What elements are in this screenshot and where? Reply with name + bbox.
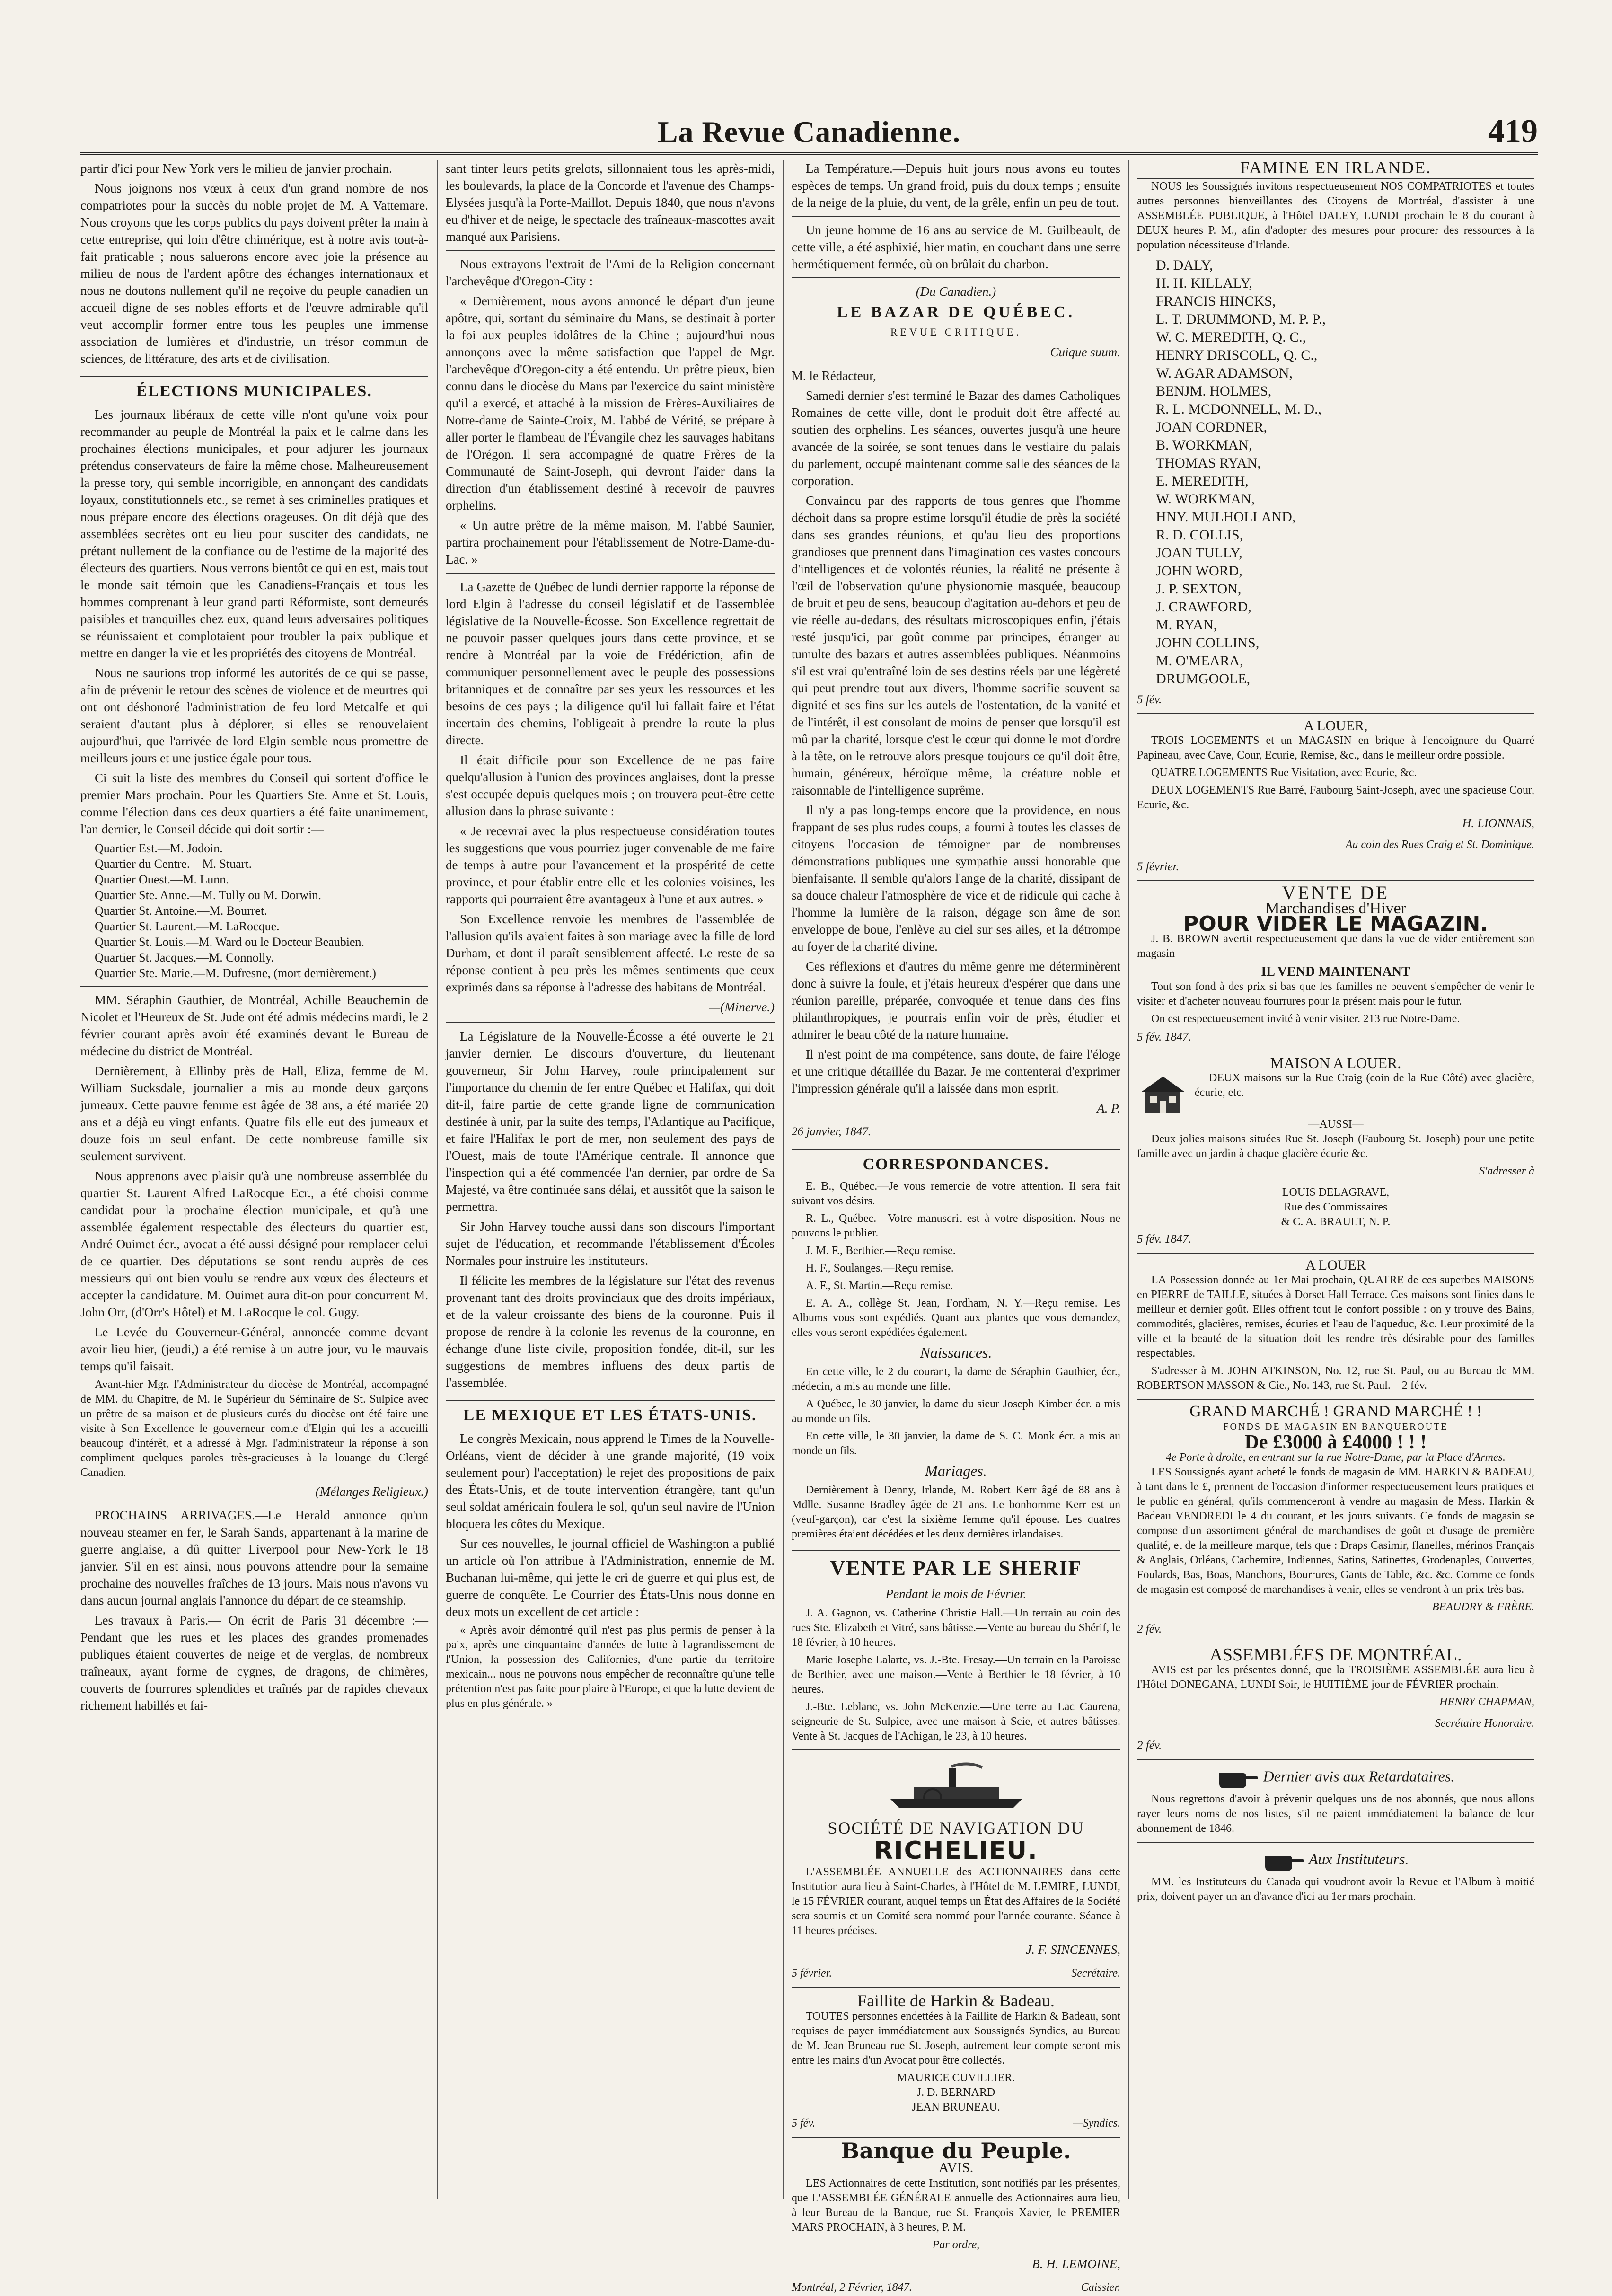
notice-body: NOUS les Soussignés invitons respectueusement NOS COMPATRIOTES et toutes autres personnes bienveillantes des Citoyens de Montréal, d'assister à une ASSEMBLÉE PUBLIQUE, à l'Hôtel DALEY, LUNDI prochain le 8 du courant à DEUX heures P. M., afin d'adopter des mesures pour procurer des ressources à la population nécessiteuse d'Irlande.	[1137, 180, 1534, 251]
list-item: DRUMGOOLE,	[1156, 671, 1251, 687]
list-item: L. T. DRUMMOND, M. P. P.,	[1156, 311, 1326, 327]
column-4	[1137, 160, 1534, 1907]
list-item: W. AGAR ADAMSON,	[1156, 365, 1293, 381]
pointing-hand-icon	[1217, 1764, 1260, 1792]
notice-signature: HENRY CHAPMAN,	[1439, 1696, 1534, 1708]
list-item: M. RYAN,	[1156, 617, 1217, 633]
notice-subheading: AVIS.	[938, 2160, 974, 2175]
list-item: E. MEREDITH,	[1156, 473, 1249, 489]
notice-body: DEUX LOGEMENTS Rue Barré, Faubourg Saint-Joseph, avec une spacieuse Cour, Ecurie, &c.	[1137, 784, 1534, 811]
section-heading: Naissances.	[920, 1344, 992, 1361]
instituteurs-notice	[1137, 1842, 1534, 1904]
notice-body: TOUTES personnes endettées à la Faillite de Harkin & Badeau, sont requises de payer immédiatement aux Soussignés Syndics, au Bureau de M. Jean Bruneau rue St. Joseph, autrement leur compte seront mis entre les mains d'un Avocat pour être collectés.	[792, 2010, 1120, 2066]
article-source: —(Minerve.)	[709, 1000, 775, 1014]
article-paragraph: PROCHAINS ARRIVAGES.—Le Herald annonce qu'un nouveau steamer en fer, le Sarah Sands, appartenant à la marine de guerre anglaise, a dû quitter Liverpool pour New-York le 18 janvier. S'il en est ainsi, nous pouvons attendre pour la semaine prochaine des nouvelles fraîches de 13 jours. Mais nous n'avons vu dans aucun journal anglais l'annonce du départ de ce steamship.	[80, 1508, 428, 1607]
list-item: D. DALY,	[1156, 257, 1213, 273]
article-paragraph: M. le Rédacteur,	[792, 369, 876, 383]
list-item: W. C. MEREDITH, Q. C.,	[1156, 329, 1306, 345]
louer-notice-1	[1137, 713, 1534, 874]
article-date: 26 janvier, 1847.	[792, 1125, 872, 1138]
article-paragraph: Il félicite les membres de la législature sur l'état des revenus provenant tant des droits provinciaux que des droits impériaux, et de la valeur croissante des biens de la couronne. Puis il propose de rendre à la colonie les revenus de la couronne, en échange d'une liste civile, proposition fondée, dit-il, sur les suggestions de membres influens des deux partis de l'assemblée.	[446, 1273, 775, 1390]
list-item: BENJM. HOLMES,	[1156, 383, 1272, 399]
notice-title: POUR VIDER LE MAGAZIN.	[1183, 912, 1488, 936]
notice-heading: ASSEMBLÉES DE MONTRÉAL.	[1209, 1645, 1462, 1665]
notice-date: 5 février.	[1137, 860, 1179, 873]
column-rule	[783, 160, 784, 2199]
notice-item: Marie Josephe Lalarte, vs. J.-Bte. Fresay.—Un terrain en la Paroisse de Berthier, avec une maison.—Vente à Berthier le 18 février, à 10 heures.	[792, 1654, 1120, 1696]
article-paragraph: Il n'est point de ma compétence, sans doute, de faire l'éloge et une critique détaillée du Bazar. Je me contenterai d'exprimer l'impression générale qu'il a laissée dans mon esprit.	[792, 1047, 1120, 1095]
article-paragraph: Convaincu par des rapports de tous genres que l'homme déchoit dans sa propre estime lorsqu'il étudie de près la société dans ses grandes réunions, et qu'au lieu des proportions grandioses que prennent dans l'imagination ces vastes concours d'intelligences et de volontés réunies, la réalité ne présente à l'œil de l'observation qu'une physionomie masquée, beaucoup de bruit et peu de sens, beaucoup d'agitation au-dehors et peu de vie réelle au-dedans, des résultats microscopiques enfin, j'étais resté jusqu'ici, par goût comme par principes, étranger au tumulte des bazars et autres assemblées publiques. Néanmoins s'il est vrai qu'entraîné loin de ses destins réels par une légèreté qui peut prendre tout aux divers, l'homme sacrifie souvent sa dignité et ses fins sur les autels de l'ostentation, de la vanité et de l'intérêt, il est consolant de moins de penser que lorsqu'il est mû par la charité, lorsque c'est le cœur qui donne le mot d'ordre à la tête, on le retrouve alors presque toujours ce qu'il doit être, humain, généreux, héroïque même, la créature noble et raisonnable de l'intelligence suprême.	[792, 494, 1120, 797]
pointing-hand-icon	[1263, 1846, 1305, 1875]
section-subheading: Pendant le mois de Février.	[885, 1587, 1027, 1601]
notice-subheading: Marchandises d'Hiver	[1265, 900, 1406, 917]
article-paragraph: La Température.—Depuis huit jours nous avons eu toutes espèces de temps. Un grand froid, puis du doux temps ; ensuite de la neige de la pluie, du vent, de la grêle, enfin un peu de tout.	[792, 161, 1120, 210]
list-item: Quartier Ouest.—M. Lunn.	[95, 873, 229, 886]
notice-date: 2 fév.	[1137, 1739, 1162, 1752]
list-item: Quartier Est.—M. Jodoin.	[95, 841, 223, 855]
notice-body: Nous regrettons d'avoir à prévenir quelques uns de nos abonnés, que nous allons rayer leurs noms de nos listes, s'il ne paient immédiatement la balance de leur abonnement de 1846.	[1137, 1793, 1534, 1835]
notice-body: Deux jolies maisons situées Rue St. Joseph (Faubourg St. Joseph) pour une petite famille avec un jardin à chaque glacière écurie &c.	[1137, 1133, 1534, 1160]
masthead	[80, 110, 1538, 155]
notice-body: Tout son fond à des prix si bas que les familles ne peuvent s'empêcher de venir le visiter et d'acheter nouveau fourrures pour la présent mais pour le futur.	[1137, 980, 1534, 1007]
article-paragraph: Le Levée du Gouverneur-Général, annoncée comme devant avoir lieu hier, (jeudi,) a été remise à un autre jour, vu le mauvais temps qu'il faisait.	[80, 1325, 428, 1373]
article-paragraph: La Législature de la Nouvelle-Écosse a été ouverte le 21 janvier dernier. Le discours d'ouverture, du lieutenant gouverneur, Sir John Harvey, roule principalement sur l'importance du chemin de fer entre Québec et Halifax, qui doit dit-il, faire partie de cette grande ligne de communication destinée à unir, par la suite des temps, l'Atlantique au Pacifique, et faire l'Halifax le port de mer, non seulement des pays de l'Ouest, mais de toute l'Amérique centrale. Il annonce que l'inspection qui a été commencée l'an dernier, par ordre de Sa Majesté, va être continuée sans délai, et aussitôt que la saison le permettra.	[446, 1029, 775, 1214]
section-heading: LE MEXIQUE ET LES ÉTATS-UNIS.	[446, 1400, 775, 1425]
article-paragraph: Les journaux libéraux de cette ville n'ont qu'une voix pour recommander au peuple de Montréal la paix et le calme dans les prochaines élections municipales, et pour adjurer les journaux prétendus conservateurs de faire la même chose. Malheureusement la presse tory, qui semble incorrigible, en annonçant des candidats loyaux, constitutionnels etc., se remet à ses criminelles pratiques et nous prépare encore des élections orageuses. On dit déjà que des assemblées secrètes ont eu lieu pour susciter des candidats, ne prétant nullement de la confiance ou de l'estime de la majorité des électeurs des quartiers. Nous verrons bientôt ce qui en est, mais tout le monde sait témoin que les Canadiens-Français et tous les hommes comprenant à leur grand parti Réformiste, sont demeurés paisibles et tranquilles chez eux, quand leurs adversaires politiques se réunissaient et complotaient pour troubler la paix publique et mettre en danger la vie et les propriétés des citoyens de Montréal.	[80, 407, 428, 660]
list-item: HENRY DRISCOLL, Q. C.,	[1156, 347, 1318, 363]
column-3	[792, 160, 1120, 2296]
article-paragraph: Ces réflexions et d'autres du même genre me déterminèrent donc à suivre la foule, et j'étais heureux d'espérer que dans une réunion pareille, préparée, convoquée et tenue dans des fins philanthropiques, je pourrais enfin voir de près, étudier et admirer le beau côté de la nature humaine.	[792, 959, 1120, 1042]
article-paragraph: Nous extrayons l'extrait de l'Ami de la Religion concernant l'archevêque d'Oregon-City :	[446, 257, 775, 288]
article-paragraph: Nous ne saurions trop informé les autorités de ce qui se passe, afin de prévenir le retour des scènes de violence et de meurtres qui ont ont déshonoré l'administration de feu lord Metcalfe et qui seraient d'autant plus à déplorer, si elles se renouvelaient aujourd'hui, que l'arrivée de lord Elgin semble nous promettre de meilleurs jours et une justice égale pour tous.	[80, 666, 428, 765]
list-item: THOMAS RYAN,	[1156, 455, 1261, 471]
article-paragraph: partir d'ici pour New York vers le milieu de janvier prochain.	[80, 161, 392, 176]
list-item: HNY. MULHOLLAND,	[1156, 509, 1296, 525]
article-paragraph: Il n'y a pas long-temps encore que la providence, en nous frappant de ses plus rudes coups, a fourni à toutes les classes de citoyens l'occasion de témoigner par de nombreuses démonstrations publiques une sympathie aussi honorable que bienfaisante. Il semble qu'alors l'ange de la charité, dissipant de sa douce chaleur l'atmosphère de vice et de ridicule qui cache à l'homme la lumière de la raison, dégage son âme de son enveloppe de boue, l'enlève au ciel sur ses ailes, et la détrompe au foyer de la charité divine.	[792, 803, 1120, 954]
notice-byline: S'adresser à	[1479, 1165, 1534, 1177]
notice-signature: MAURICE CUVILLIER.	[897, 2072, 1015, 2084]
article-paragraph: La Gazette de Québec de lundi dernier rapporte la réponse de lord Elgin à l'adresse du conseil législatif et de l'assemblée législative de la Nouvelle-Écosse. Son Excellence regrettait de ne pouvoir passer quelques jours dans cette province, et se rendre à Montréal par la voie de Frédériction, afin de communiquer personnellement avec le peuple des possessions britanniques et de connaître par ses yeux les ressources et les besoins de ces pays ; la diligence qu'il lui fallait faire et l'état incertain des chemins, l'obligeait à prendre la route la plus directe.	[446, 580, 775, 747]
notice-heading: Dernier avis aux Retardataires.	[1263, 1767, 1455, 1785]
notice-body: S'adresser à M. JOHN ATKINSON, No. 12, rue St. Paul, ou au Bureau de MM. ROBERTSON MASSON & Cie., No. 143, rue St. Paul.—2 fév.	[1137, 1365, 1534, 1392]
vente-notice	[1137, 880, 1534, 1045]
column-1	[80, 160, 428, 1717]
column-rule	[1128, 160, 1129, 2199]
signatory-list	[1156, 256, 1534, 688]
list-item: Quartier St. Jacques.—M. Connolly.	[95, 951, 274, 964]
section-subheading: REVUE CRITIQUE.	[890, 326, 1022, 338]
grand-marche-notice	[1137, 1399, 1534, 1637]
article-paragraph: sant tinter leurs petits grelots, sillonnaient tous les après-midi, les boulevards, la place de la Concorde et l'avenue des Champs-Elysées jusqu'à la Porte-Maillot. Depuis 1840, que nous n'avons eu d'hiver et de neige, le spectacle des traîneaux-mascottes avait manqué aux Parisiens.	[446, 161, 775, 244]
article-paragraph: Le congrès Mexicain, nous apprend le Times de la Nouvelle-Orléans, vient de décider à une grande majorité, (19 voix seulement pour) l'acceptation) le rejet des propositions de paix des États-Unis, et de toute intervention étrangère, tant qu'un seul soldat américain foulera le sol, qu'un seul navire de l'Union bloquera les côtes du Mexique.	[446, 1431, 775, 1531]
list-item: J. P. SEXTON,	[1156, 581, 1242, 597]
article-paragraph: Dernièrement, à Ellinby près de Hall, Eliza, femme de M. William Sucksdale, journalier a mis au monde deux garçons jumeaux. Cette pauvre femme est âgée de 38 ans, a été mariée 20 ans et a déjà eu vingt enfants. Quatre fils elle eut des jumeaux et douze fois un seul enfant. De cette nombreuse famille six seulement survivent.	[80, 1064, 428, 1163]
notice-date: 2 fév.	[1137, 1623, 1162, 1635]
list-item: R. D. COLLIS,	[1156, 527, 1243, 543]
notice-date: 5 fév.	[1137, 693, 1162, 706]
column-2	[446, 160, 775, 1714]
notice-item: Dernièrement à Denny, Irlande, M. Robert Kerr âgé de 88 ans à Mdlle. Susanne Bradley âgée de 21 ans. Le bonhomme Kerr est un (veuf-garçon), car c'est la sixième femme qu'il épouse. Les quatres premières étaient décédées et les deux dernières irlandaises.	[792, 1484, 1120, 1540]
list-item: JOHN WORD,	[1156, 563, 1242, 579]
notice-signature: J. F. SINCENNES,	[1026, 1943, 1120, 1957]
list-item: Quartier St. Antoine.—M. Bourret.	[95, 904, 267, 918]
epigraph: Cuique suum.	[1050, 345, 1120, 359]
article-source: (Du Canadien.)	[916, 284, 996, 299]
article-signature: A. P.	[1097, 1101, 1120, 1115]
notice-amount: De £3000 à £4000 ! ! !	[1244, 1431, 1427, 1453]
notice-date: 5 fév. 1847.	[1137, 1031, 1191, 1043]
notice-subheading: FONDS DE MAGASIN EN BANQUEROUTE	[1223, 1422, 1448, 1432]
notice-heading: Faillite de Harkin & Badeau.	[857, 1991, 1055, 2010]
notice-role: Secrétaire Honoraire.	[1435, 1717, 1534, 1730]
notice-title: RICHELIEU.	[874, 1837, 1038, 1865]
list-item: FRANCIS HINCKS,	[1156, 293, 1276, 309]
notice-body: AVIS est par les présentes donné, que la TROISIÈME ASSEMBLÉE aura lieu à l'Hôtel DONEGANA, LUNDI Soir, le HUITIÈME jour de FÉVRIER prochain.	[1137, 1664, 1534, 1691]
correspondence-item: A. F., St. Martin.—Reçu remise.	[806, 1280, 953, 1292]
list-item: JOHN COLLINS,	[1156, 635, 1260, 651]
article-paragraph: Ci suit la liste des membres du Conseil qui sortent d'office le premier Mars prochain. Pour les Quartiers Ste. Anne et St. Louis, comme l'élection dans ces deux quartiers a été faite unanimement, l'an dernier, le Conseil décide qui doit sortir :—	[80, 771, 428, 836]
column-rule	[437, 160, 438, 2199]
notice-item: J.-Bte. Leblanc, vs. John McKenzie.—Une terre au Lac Caurena, seigneurie de St. Sulpice, avec une maison à Scie, et autres bâtisses. Vente à St. Jacques de l'Achigan, le 23, à 10 heures.	[792, 1701, 1120, 1742]
notice-body: DEUX maisons sur la Rue Craig (coin de la Rue Côté) avec glacière, écurie, etc.	[1195, 1072, 1534, 1099]
notice-signature: JEAN BRUNEAU.	[912, 2101, 1000, 2113]
list-item: J. CRAWFORD,	[1156, 599, 1251, 615]
notice-address: & C. A. BRAULT, N. P.	[1281, 1216, 1391, 1228]
notice-date: 5 fév.	[792, 2117, 816, 2129]
notice-body: TROIS LOGEMENTS et un MAGASIN en brique à l'encoignure du Quarré Papineau, avec Cave, Cour, Ecurie, Remise, &c., dans le meilleur ordre possible.	[1137, 734, 1534, 761]
notice-address: Rue des Commissaires	[1284, 1201, 1388, 1213]
notice-body: J. B. BROWN avertit respectueusement que dans la vue de vider entièrement son magasin	[1137, 933, 1534, 960]
notice-date: 5 fév. 1847.	[1137, 1233, 1191, 1245]
notice-signature: LOUIS DELAGRAVE,	[1282, 1186, 1390, 1199]
notice-body: LES Actionnaires de cette Institution, sont notifiés par les présentes, que L'ASSEMBLÉE GÉNÉRALE annuelle des Actionnaires aura lieu, à leur Bureau de la Banque, rue St. François Xavier, le PREMIER MARS PROCHAIN, à 3 heures, P. M.	[792, 2177, 1120, 2234]
article-paragraph: Il était difficile pour son Excellence de ne pas faire quelqu'allusion à l'union des provinces anglaises, dont la presse s'est occupée depuis quelques mois ; on trouvera peut-être cette allusion dans la phrase suivante :	[446, 753, 775, 818]
article-paragraph: Nous apprenons avec plaisir qu'à une nombreuse assemblée du quartier St. Laurent Alfred LaRocque Ecr., a été choisi comme candidat pour la prochaine élection municipale, et qu'à une assemblée également respectable des électeurs du quartier est, André Ouimet écr., avocat a été aussi désigné pour remplacer celui de ce quartier. Des députations se sont rendu auprès de ces messieurs qui ont bien voulu se rendre aux vœux des électeurs et accepter la candidature. M. Ouimet aura dit-on pour concurrent M. John Orr, (d'Orr's Hôtel) et M. LaRocque le col. Gugy.	[80, 1169, 428, 1319]
section-heading: CORRESPONDANCES.	[792, 1149, 1120, 1174]
richelieu-notice	[792, 1749, 1120, 1982]
list-item: W. WORKMAN,	[1156, 491, 1255, 507]
notice-callout: IL VEND MAINTENANT	[1261, 964, 1410, 979]
notice-heading: VENTE DE	[1282, 882, 1390, 903]
list-item: B. WORKMAN,	[1156, 437, 1252, 453]
notice-signature: J. D. BERNARD	[916, 2086, 995, 2099]
notice-signature: BEAUDRY & FRÈRE.	[1432, 1601, 1534, 1613]
notice-heading: A LOUER	[1305, 1257, 1366, 1273]
article-paragraph: Sir John Harvey touche aussi dans son discours l'important sujet de l'éducation, et recommande l'établissement d'Écoles Normales pour instruire les instituteurs.	[446, 1219, 775, 1268]
correspondence-item: R. L., Québec.—Votre manuscrit est à votre disposition. Nous ne pouvons le publier.	[792, 1212, 1120, 1239]
notice-address: Au coin des Rues Craig et St. Dominique.	[1345, 839, 1534, 851]
notice-location: 4e Porte à droite, en entrant sur la rue Notre-Dame, par la Place d'Armes.	[1166, 1451, 1506, 1464]
louer-notice-2	[1137, 1253, 1534, 1393]
section-heading: VENTE PAR LE SHERIF	[792, 1550, 1120, 1581]
notice-heading: Aux Instituteurs.	[1308, 1850, 1409, 1868]
notice-item: A Québec, le 30 janvier, la dame du sieur Joseph Kimber écr. a mis au monde un fils.	[792, 1398, 1120, 1425]
notice-role: —Syndics.	[1073, 2117, 1120, 2129]
steamboat-icon	[881, 1761, 1032, 1813]
correspondence-item: E. B., Québec.—Je vous remercie de votre attention. Il sera fait suivant vos désirs.	[792, 1180, 1120, 1207]
notice-body: On est respectueusement invité à venir visiter. 213 rue Notre-Dame.	[1151, 1013, 1460, 1025]
correspondence-item: J. M. F., Berthier.—Reçu remise.	[806, 1245, 956, 1257]
notice-body: QUATRE LOGEMENTS Rue Visitation, avec Ecurie, &c.	[1151, 767, 1417, 779]
notice-signature: B. H. LEMOINE,	[1032, 2257, 1120, 2271]
notice-separator: —AUSSI—	[1308, 1118, 1364, 1130]
article-paragraph: Sur ces nouvelles, le journal officiel de Washington a publié un article où l'on attribue à l'Administration, ennemie de M. Buchanan lui-même, qui jette le cri de guerre et qui plus est, de guerre de conquête. Le Courrier des États-Unis nous donne en deux mots un excellent de cet article :	[446, 1537, 775, 1619]
article-paragraph: Un jeune homme de 16 ans au service de M. Guilbeault, de cette ville, a été asphixié, hier matin, en couchant dans une serre hermétiquement fermée, où on brûlait du charbon.	[792, 223, 1120, 271]
article-paragraph: Son Excellence renvoie les membres de l'assemblée de l'allusion qu'ils avaient faites à son mariage avec la fille de lord Durham, et dont il paraît sensiblement affecté. Le reste de sa réponse contient à peu près les mêmes sentiments que ceux exprimés dans sa réponse à l'adresse des habitans de Montréal.	[446, 912, 775, 994]
article-paragraph: Les travaux à Paris.— On écrit de Paris 31 décembre :— Pendant que les rues et les places des grandes promenades publiques étaient couvertes de neige et de verglas, de nombreux traîneaux, ayant forme de cygnes, de dragons, de chimères, couverts de fourrures splendides et traînés par de rapides chevaux richement habillés et fai-	[80, 1613, 428, 1713]
list-item: Quartier Ste. Anne.—M. Tully ou M. Dorwin.	[95, 888, 321, 902]
quartier-list	[95, 840, 428, 981]
section-heading: ÉLECTIONS MUNICIPALES.	[80, 376, 428, 401]
article-paragraph: « Un autre prêtre de la même maison, M. l'abbé Saunier, partira prochainement pour l'établissement de Notre-Dame-du-Lac. »	[446, 518, 775, 566]
list-item: H. H. KILLALY,	[1156, 275, 1252, 291]
faillite-notice	[792, 1987, 1120, 2132]
notice-body: LA Possession donnée au 1er Mai prochain, QUATRE de ces superbes MAISONS en PIERRE de TAILLE, situées à Dorset Hall Terrace. Ces maisons sont finies dans le meilleur et dernier goût. Elles offrent tout le confort possible : on y trouve des Bains, commodités, glacières, remises, écuries et l'eau de l'aqueduc, &c. Leur proximité de la ville et la beauté de la situation doit les rendre très désirable pour des familles respectables.	[1137, 1274, 1534, 1360]
list-item: M. O'MEARA,	[1156, 653, 1243, 669]
article-paragraph: Samedi dernier s'est terminé le Bazar des dames Catholiques Romaines de cette ville, dont le produit doit être affecté au soutien des orphelins. Les séances, ouvertes jusqu'à une heure avancée de la soirée, se sont tenues dans le vestiaire du palais du parlement, occupé maintenant comme salle des séances de la corporation.	[792, 389, 1120, 488]
list-item: Quartier St. Louis.—M. Ward ou le Docteur Beaubien.	[95, 935, 365, 949]
section-heading: Mariages.	[925, 1462, 987, 1479]
correspondence-item: E. A. A., collège St. Jean, Fordham, N. Y.—Reçu remise. Les Albums vous sont expédiés. Quant aux plantes que vous demandez, elles vous seront expédiées également.	[792, 1297, 1120, 1339]
correspondence-item: H. F., Soulanges.—Reçu remise.	[806, 1262, 954, 1274]
notice-role: Secrétaire.	[1071, 1967, 1120, 1979]
notice-role: Caissier.	[1081, 2281, 1120, 2294]
list-item: R. L. MCDONNELL, M. D.,	[1156, 401, 1321, 417]
notice-item: En cette ville, le 2 du courant, la dame de Séraphin Gauthier, écr., médecin, a mis au monde une fille.	[792, 1366, 1120, 1393]
house-icon	[1137, 1073, 1189, 1115]
section-heading: FAMINE EN IRLANDE.	[1137, 160, 1534, 179]
notice-heading: SOCIÉTÉ DE NAVIGATION DU	[828, 1819, 1084, 1837]
article-paragraph: Nous joignons nos vœux à ceux d'un grand nombre de nos compatriotes pour la succès du noble projet de M. A Vattemare. Nous croyons que les corps publics du pays doivent prêter la main à cette entreprise, qui loin d'être chimérique, est à notre avis tout-à-fait praticable ; nous saluerons encore avec joie la présence au milieu de nous de l'ardent apôtre des échanges internationaux et nous ne doutons nullement qu'il ne reçoive du peuple canadien un accueil digne de ses nobles efforts et de l'œuvre admirable qu'il veut accomplir former entre tous les peuples une immense association de lumières et d'industrie, un trésor commun de sciences, de littérature, des arts et de civilisation.	[80, 181, 428, 366]
list-item: Quartier Ste. Marie.—M. Dufresne, (mort dernièrement.)	[95, 966, 376, 980]
list-item: JOAN CORDNER,	[1156, 419, 1268, 435]
article-paragraph: « Je recevrai avec la plus respectueuse considération toutes les suggestions que vous pourriez juger convenable de me faire de temps à autre pour l'avancement et la prospérité de cette province, et pour établir entre elle et les colonies voisines, les rapports qui pourraient être avantageux à l'une et aux autres. »	[446, 824, 775, 906]
retard-notice	[1137, 1759, 1534, 1836]
newspaper-title: La Revue Canadienne.	[657, 115, 961, 149]
notice-date: Montréal, 2 Février, 1847.	[792, 2281, 912, 2294]
maison-notice	[1137, 1051, 1534, 1247]
list-item: Quartier du Centre.—M. Stuart.	[95, 857, 252, 871]
article-source: (Mélanges Religieux.)	[315, 1484, 428, 1499]
list-item: Quartier St. Laurent.—M. LaRocque.	[95, 919, 280, 933]
notice-heading: MAISON A LOUER.	[1270, 1054, 1401, 1071]
notice-body: MM. les Instituteurs du Canada qui voudront avoir la Revue et l'Album à moitié prix, doivent payer un an d'avance d'ici au 1er mars prochain.	[1137, 1876, 1534, 1903]
article-paragraph: MM. Séraphin Gauthier, de Montréal, Achille Beauchemin de Nicolet et l'Heureux de St. Jude ont été admis médecins mardi, le 2 février courant après avoir été examinés devant le Bureau de médecine du district de Montréal.	[80, 993, 428, 1058]
banque-notice	[792, 2137, 1120, 2296]
notice-heading: A LOUER,	[1304, 718, 1368, 733]
notice-heading: GRAND MARCHÉ ! GRAND MARCHÉ ! !	[1189, 1403, 1482, 1420]
article-paragraph: « Après avoir démontré qu'il n'est pas plus permis de penser à la paix, après une cinquantaine d'années de lutte à l'agrandissement de l'Union, la possession des Californies, d'une partie du territoire mexicain... nous ne pouvons nous empêcher de reconnaître qu'une telle prétention n'est pas faite pour plaire à l'Europe, et que la lutte devient de plus en plus générale. »	[446, 1624, 775, 1710]
notice-item: En cette ville, le 30 janvier, la dame de S. C. Monk écr. a mis au monde un fils.	[792, 1430, 1120, 1457]
notice-byline: Par ordre,	[932, 2239, 980, 2251]
notice-item: J. A. Gagnon, vs. Catherine Christie Hall.—Un terrain au coin des rues Ste. Elizabeth et Vitré, sans bâtisse.—Vente au bureau du Shérif, le 18 février, à 10 heures.	[792, 1607, 1120, 1649]
notice-date: 5 février.	[792, 1967, 832, 1979]
notice-body: LES Soussignés ayant acheté le fonds de magasin de MM. HARKIN & BADEAU, à tant dans le £, prennent de l'occasion d'informer respectueusement leurs pratiques et le public en général, qu'ils commenceront à vendre au magasin de Mess. Harkin & Badeau VENDREDI le 4 du courant, et les jours suivants. Ce fonds de magasin se compose d'un assortiment général de marchandises de goût et d'usage de première qualité, et de la meilleure marque, tels que : Draps Casimir, flanelles, mérinos Français & Anglais, Orléans, Cachemire, Indiennes, Satins, Satinettes, Grodenaples, Couvertes, Foulards, Bas, Boas, Manchons, Bourrures, Gants de Table, &c. &c. Comme ce fonds de magasin est composé de marchandises à venir, elles se vendront à un prix très bas.	[1137, 1466, 1534, 1596]
assemblees-notice	[1137, 1643, 1534, 1753]
list-item: JOAN TULLY,	[1156, 545, 1242, 561]
notice-heading: Banque du Peuple.	[841, 2138, 1071, 2164]
notice-body: L'ASSEMBLÉE ANNUELLE des ACTIONNAIRES dans cette Institution aura lieu à Saint-Charles, à l'Hôtel de M. LEMIRE, LUNDI, le 15 FÉVRIER courant, auquel temps un État des Affaires de la Société sera soumis et un Comité sera nommé pour l'année courante. Séance à 11 heures précises.	[792, 1866, 1120, 1937]
notice-signature: H. LIONNAIS,	[1462, 816, 1534, 830]
section-heading: LE BAZAR DE QUÉBEC.	[837, 303, 1075, 321]
article-paragraph: « Dernièrement, nous avons annoncé le départ d'un jeune apôtre, qui, sortant du séminaire du Mans, se destinait à porter la foi aux peuples idolâtres de la Chine ; aujourd'hui nous annonçons avec la même satisfaction que l'appel de Mgr. l'archevêque d'Oregon-city a été entendu. Un prêtre pieux, bien connu dans le diocèse du Mans par l'exercice du saint ministère qu'il a exercé, et attaché à la mission de Frères-Auxiliaires de Notre-dame de Sainte-Croix, M. l'abbé de Vérité, se prépare à aller porter le flambeau de l'Évangile chez les sauvages habitans de l'Orégon. Il sera accompagné de quatre Frères de la Communauté de Saint-Joseph, qui devront l'aider dans la direction d'un établissement destiné à recevoir de pauvres orphelins.	[446, 294, 775, 512]
article-paragraph: Avant-hier Mgr. l'Administrateur du diocèse de Montréal, accompagné de MM. du Chapitre, de M. le Supérieur du Séminaire de St. Sulpice avec un prêtre de sa maison et de plusieurs curés du diocèse ont été faire une visite à Son Excellence le gouverneur comte d'Elgin qui les a accueilli beaucoup d'intérêt, et a adressé à Mgr. l'administrateur la réponse à son compliment quelques paroles très-gracieuses à la louange du Clergé Canadien.	[80, 1378, 428, 1479]
page-number: 419	[1488, 113, 1538, 150]
